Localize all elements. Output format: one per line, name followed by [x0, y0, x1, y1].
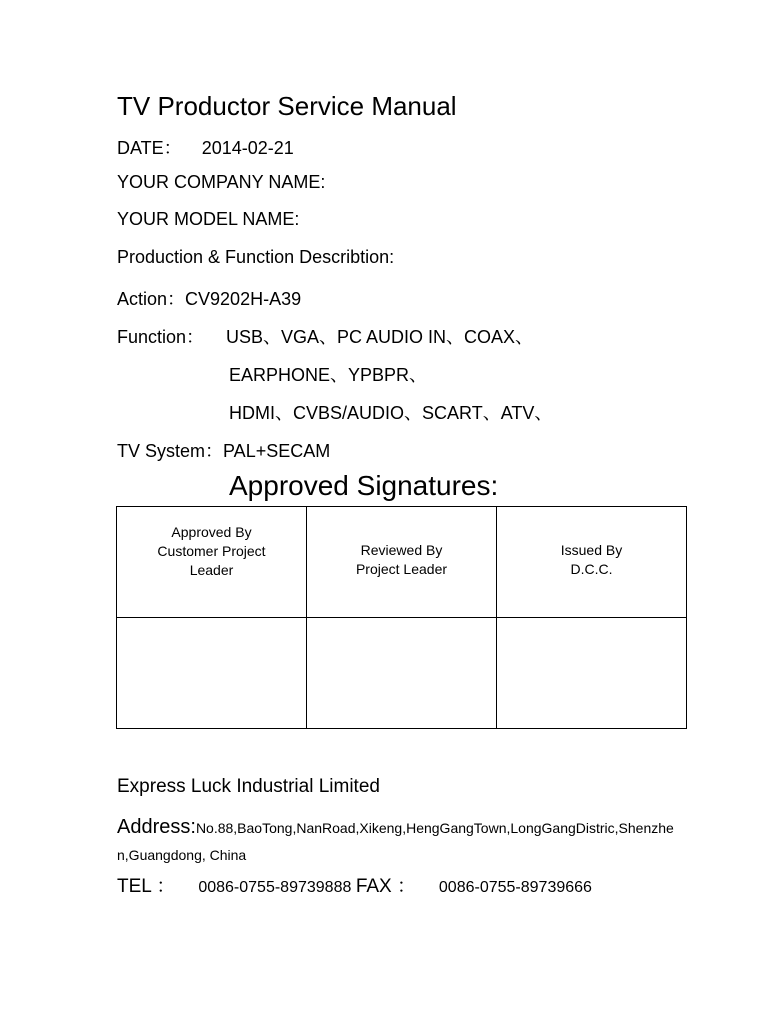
signatures-heading: Approved Signatures: [229, 470, 499, 501]
signature-header-cell [117, 507, 307, 618]
fax-label: FAX ： [355, 876, 416, 897]
function-line-2: EARPHONE、YPBPR、 [229, 365, 428, 385]
signature-field-customer-leader[interactable] [117, 618, 307, 729]
company-name-label: YOUR COMPANY NAME: [117, 172, 326, 192]
date-label: DATE： [117, 138, 182, 158]
signature-field-project-leader[interactable] [307, 618, 497, 729]
tel-value: 0086-0755-89739888 [198, 879, 352, 896]
function-line-1: USB、VGA、PC AUDIO IN、COAX、 [226, 327, 534, 347]
model-name-label: YOUR MODEL NAME: [117, 209, 300, 229]
company-name: Express Luck Industrial Limited [117, 776, 380, 797]
address-block [117, 814, 677, 869]
address-value: No.88,BaoTong,NanRoad,Xikeng,HengGangTown,LongGangDistric,Shenzhen,Guangdong, China [117, 820, 674, 863]
description-label: Production & Function Describtion: [117, 247, 395, 267]
action-label: Action： [117, 289, 186, 309]
function-line-3: HDMI、CVBS/AUDIO、SCART、ATV、 [229, 403, 553, 423]
address-label: Address: [117, 816, 196, 838]
tel-label: TEL ： [117, 876, 176, 897]
action-value: CV9202H-A39 [185, 289, 302, 309]
reviewed-by-label: Reviewed By Project Leader [355, 542, 448, 577]
approved-by-label: Approved By Customer Project Leader [157, 523, 266, 578]
function-label: Function： [117, 327, 205, 347]
signature-header-row [117, 507, 687, 618]
tv-system-value: PAL+SECAM [223, 441, 331, 461]
action-row [117, 285, 301, 311]
signature-header-cell [497, 507, 687, 618]
page-title: TV Productor Service Manual [117, 91, 457, 121]
signature-field-dcc[interactable] [497, 618, 687, 729]
date-row [117, 134, 294, 160]
signature-table [116, 506, 687, 729]
signature-header-cell [307, 507, 497, 618]
issued-by-label: Issued By D.C.C. [560, 542, 623, 577]
contact-row [117, 871, 592, 898]
fax-value: 0086-0755-89739666 [438, 879, 592, 896]
tv-system-label: TV System： [117, 441, 224, 461]
signature-blank-row [117, 618, 687, 729]
date-value: 2014-02-21 [201, 138, 294, 158]
tv-system-row [117, 437, 330, 463]
